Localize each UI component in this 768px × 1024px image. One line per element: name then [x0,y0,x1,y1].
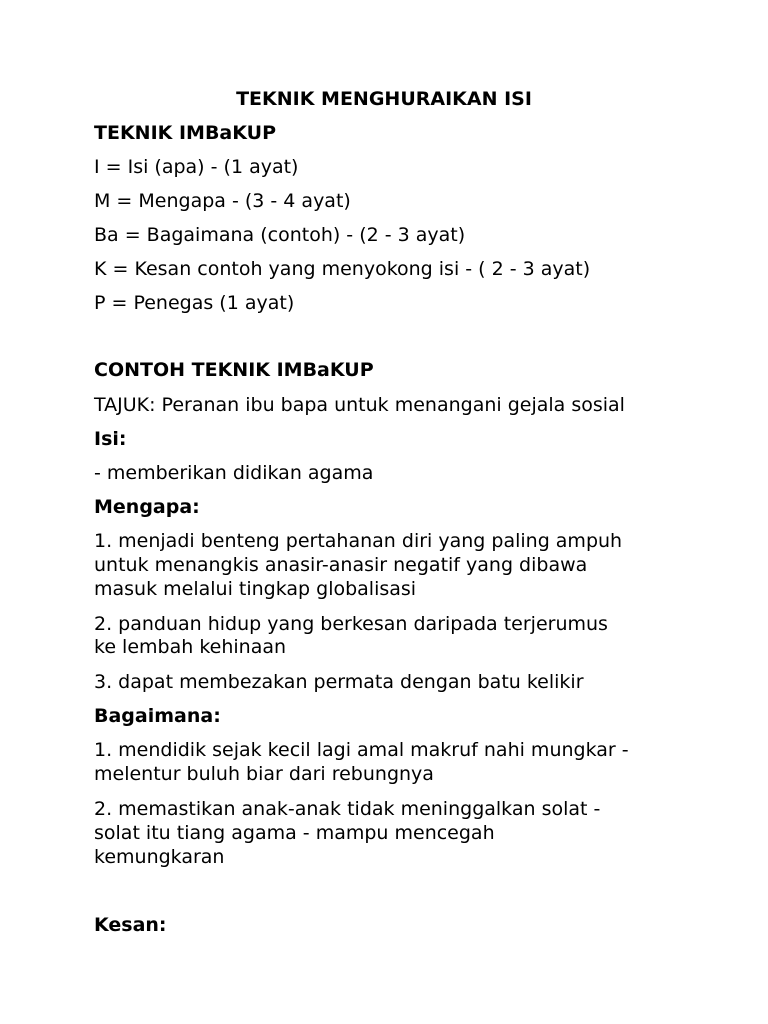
mengapa-item-1-line-2: untuk menangkis anasir-anasir negatif yang dibawa [94,554,588,576]
kesan-heading: Kesan: [94,914,167,936]
section-heading-contoh: CONTOH TEKNIK IMBaKUP [94,359,374,381]
tajuk-line: TAJUK: Peranan ibu bapa untuk menangani gejala sosial [94,394,625,416]
isi-heading: Isi: [94,428,127,450]
bagaimana-item-2-line-3: kemungkaran [94,846,225,868]
mengapa-heading: Mengapa: [94,496,200,518]
imbakup-item-p: P = Penegas (1 ayat) [94,292,295,314]
imbakup-item-k: K = Kesan contoh yang menyokong isi - ( 2 - 3 ayat) [94,258,591,280]
page-title: TEKNIK MENGHURAIKAN ISI [236,88,532,110]
mengapa-item-2-line-2: ke lembah kehinaan [94,636,287,658]
bagaimana-item-1-line-1: 1. mendidik sejak kecil lagi amal makruf nahi mungkar - [94,739,629,761]
mengapa-item-3-line-1: 3. dapat membezakan permata dengan batu kelikir [94,671,584,693]
bagaimana-item-1-line-2: melentur buluh biar dari rebungnya [94,763,434,785]
imbakup-item-ba: Ba = Bagaimana (contoh) - (2 - 3 ayat) [94,224,466,246]
bagaimana-item-2-line-2: solat itu tiang agama - mampu mencegah [94,822,495,844]
mengapa-item-2-line-1: 2. panduan hidup yang berkesan daripada terjerumus [94,613,608,635]
section-heading-imbakup: TEKNIK IMBaKUP [94,122,276,144]
bagaimana-item-2-line-1: 2. memastikan anak-anak tidak meninggalkan solat - [94,798,601,820]
mengapa-item-1-line-3: masuk melalui tingkap globalisasi [94,578,417,600]
isi-item: - memberikan didikan agama [94,462,374,484]
bagaimana-heading: Bagaimana: [94,705,221,727]
mengapa-item-1-line-1: 1. menjadi benteng pertahanan diri yang paling ampuh [94,530,623,552]
imbakup-item-m: M = Mengapa - (3 - 4 ayat) [94,190,351,212]
imbakup-item-i: I = Isi (apa) - (1 ayat) [94,156,299,178]
